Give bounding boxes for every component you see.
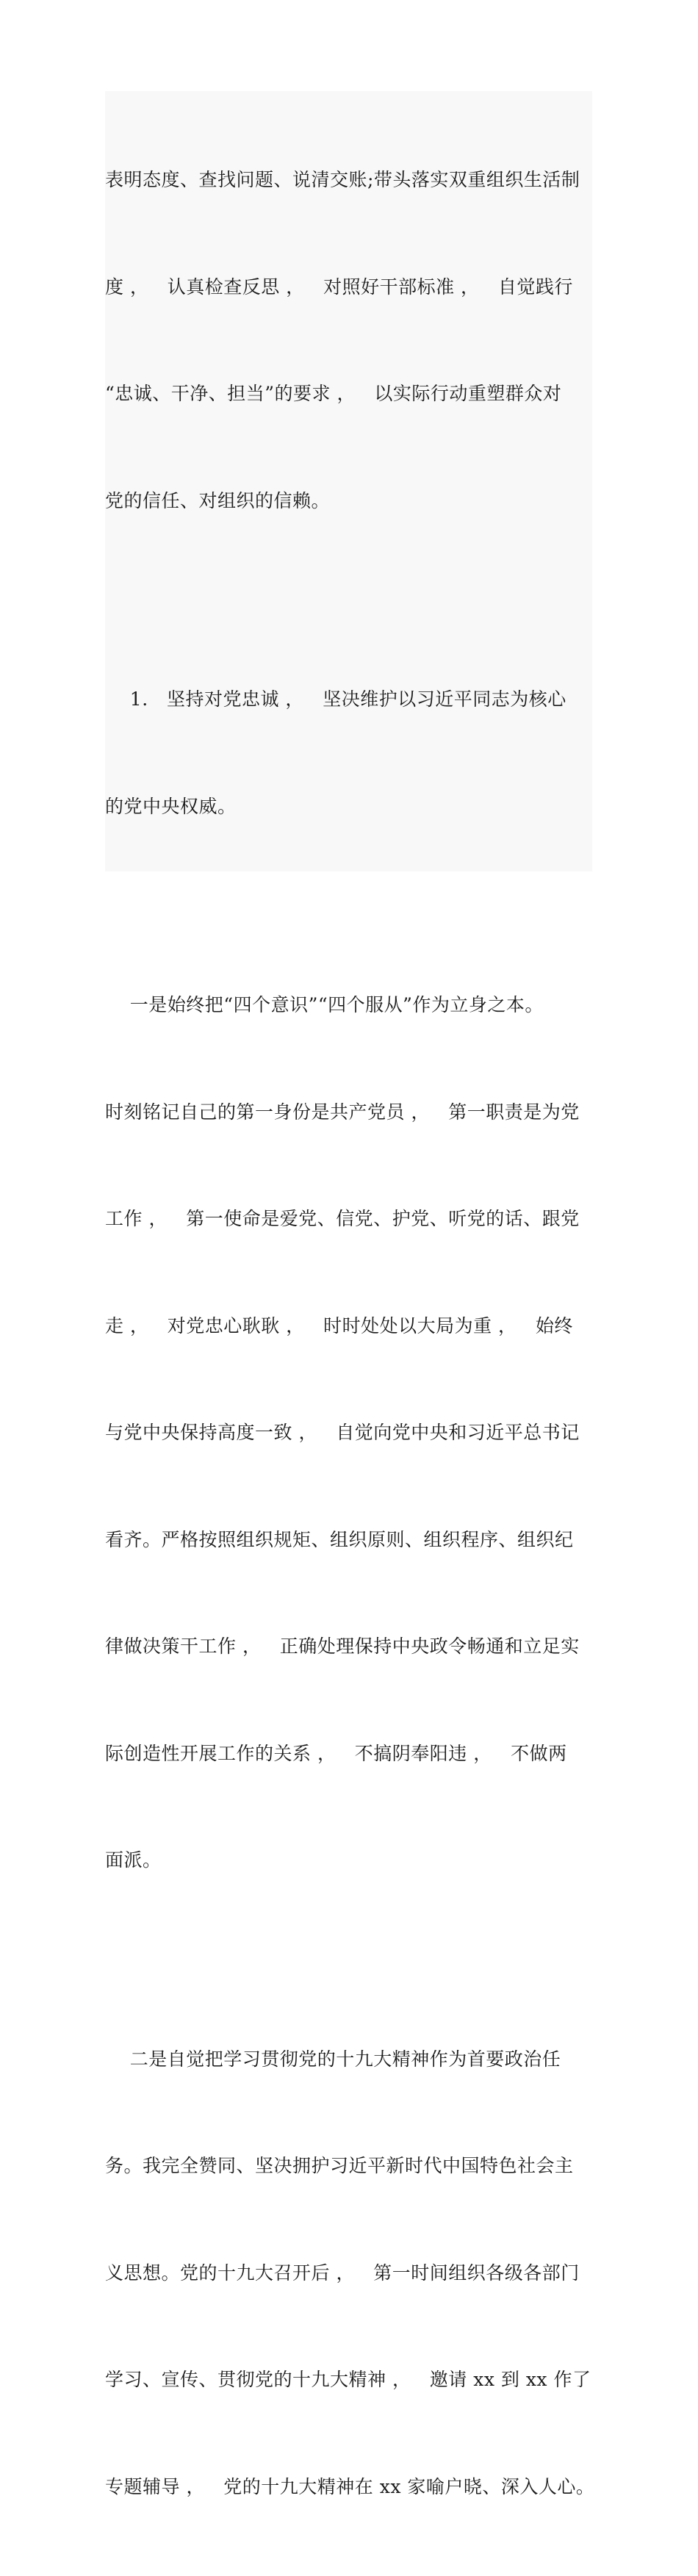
text-line: 专题辅导 ， 党的十九大精神在 xx 家喻户晓、深入人心。: [105, 2469, 592, 2505]
text-line: 看齐。严格按照组织规矩、组织原则、组织程序、组织纪: [105, 1522, 592, 1558]
text-line: 与党中央保持高度一致 ， 自觉向党中央和习近平总书记: [105, 1415, 592, 1451]
paragraph-gap: [105, 590, 592, 611]
paragraph-gap: [105, 896, 592, 916]
text-line: 一是始终把“四个意识”“四个服从”作为立身之本。: [105, 987, 592, 1023]
paragraph-4: [105, 1971, 592, 2576]
text-line: 党的信任、对组织的信赖。: [105, 483, 592, 519]
text-line: 务。我完全赞同、坚决拥护习近平新时代中国特色社会主: [105, 2148, 592, 2184]
text-line: 工作 ， 第一使命是爱党、信党、护党、听党的话、跟党: [105, 1201, 592, 1237]
paragraph-3: [105, 916, 592, 1950]
text-line: 际创造性开展工作的关系 ， 不搞阴奉阳违 ， 不做两: [105, 1736, 592, 1772]
paragraph-1: [105, 91, 592, 590]
text-line: 的党中央权威。: [105, 789, 592, 825]
paragraph-gap: [105, 1950, 592, 1971]
text-line: “忠诚、干净、担当”的要求 ， 以实际行动重塑群众对: [105, 376, 592, 412]
text-line: 义思想。党的十九大召开后 ， 第一时间组织各级各部门: [105, 2256, 592, 2292]
text-line: 1. 坚持对党忠诚 ， 坚决维护以习近平同志为核心: [105, 682, 592, 718]
text-line: 面派。: [105, 1843, 592, 1879]
text-line: 度 ， 认真检查反思 ， 对照好干部标准 ， 自觉践行: [105, 270, 592, 306]
paragraph-2-heading: [105, 611, 592, 896]
text-line: 表明态度、查找问题、说清交账;带头落实双重组织生活制: [105, 162, 592, 198]
text-line: 时刻铭记自己的第一身份是共产党员 ， 第一职责是为党: [105, 1095, 592, 1131]
text-line: 律做决策干工作 ， 正确处理保持中央政令畅通和立足实: [105, 1629, 592, 1665]
text-line: 走 ， 对党忠心耿耿 ， 时时处处以大局为重 ， 始终: [105, 1309, 592, 1345]
text-line: 二是自觉把学习贯彻党的十九大精神作为首要政治任: [105, 2042, 592, 2078]
text-line: 学习、宣传、贯彻党的十九大精神 ， 邀请 xx 到 xx 作了: [105, 2362, 592, 2398]
document-text-block: [105, 91, 592, 871]
